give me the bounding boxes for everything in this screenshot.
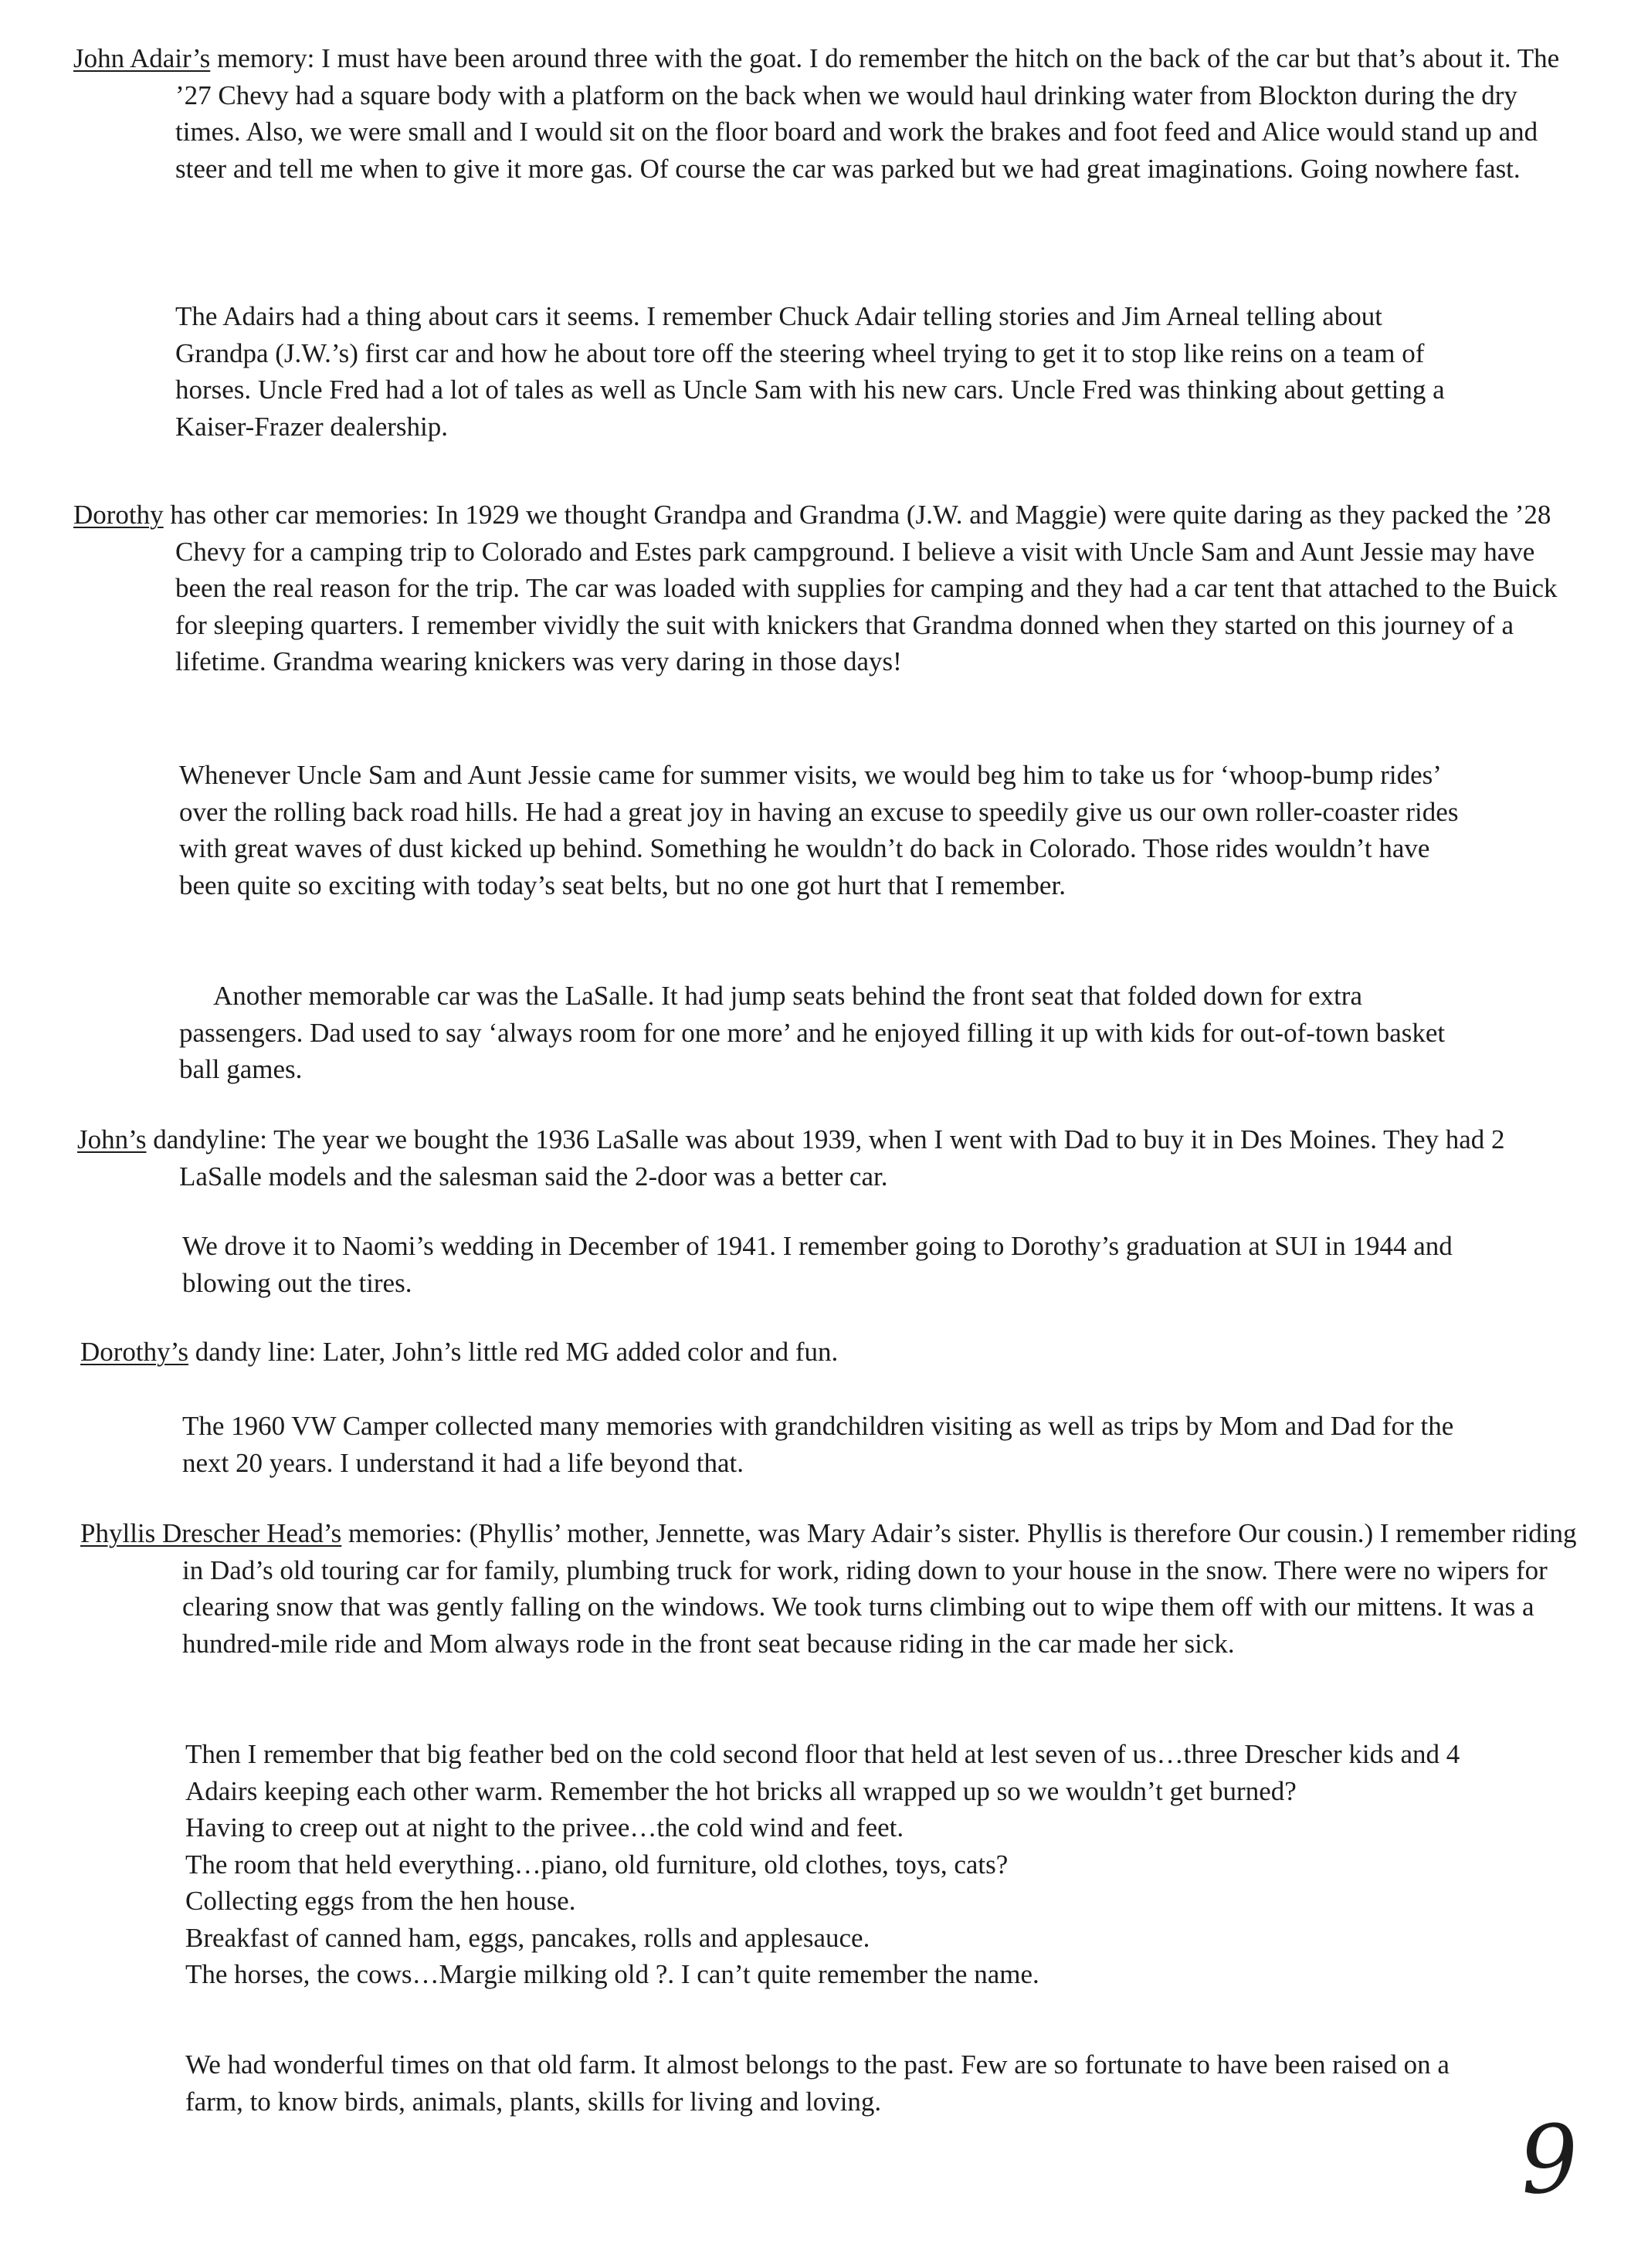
naomi-wedding-paragraph (182, 1228, 1480, 1301)
vw-camper-paragraph (182, 1408, 1480, 1481)
paragraph-text: Then I remember that big feather bed on the cold second floor that held at lest seven of us…three Drescher kids and 4 Adairs keeping each other warm. Remember the hot bricks all wrapped up so we wouldn’t get burned? Having to creep out at night to the privee…the cold wind and feet. The room that held everything…piano, old furniture, old clothes, toys, cats? Collecting eggs from the hen house. Breakfast of canned ham, eggs, pancakes, rolls and applesauce. The horses, the cows…Margie milking old ?. I can’t quite remember the name. (185, 1739, 1460, 1989)
speaker-name: Dorothy (73, 500, 164, 530)
paragraph-text: The Adairs had a thing about cars it seems. I remember Chuck Adair telling stories and Jim Arneal telling about Grandpa (J.W.’s) first car and how he about tore off the steering wheel trying to get it to stop like reins on a team of horses. Uncle Fred had a lot of tales as well as Uncle Sam with his new cars. Uncle Fred was thinking about getting a Kaiser-Frazer dealership. (175, 301, 1445, 442)
speaker-name: Phyllis Drescher Head’s (80, 1518, 342, 1548)
paragraph-text: We drove it to Naomi’s wedding in December of 1941. I remember going to Dorothy’s graduation at SUI in 1944 and blowing out the tires. (182, 1231, 1453, 1298)
page-number: 9 (1516, 2104, 1583, 2216)
dorothy-dandyline-paragraph (80, 1334, 1478, 1371)
john-dandyline-paragraph (77, 1121, 1577, 1195)
dorothy-car-memories-paragraph (73, 497, 1573, 680)
speaker-name: John Adair’s (73, 43, 211, 73)
lasalle-paragraph (179, 978, 1477, 1088)
paragraph-text: memories: (Phyllis’ mother, Jennette, was Mary Adair’s sister. Phyllis is therefore Our cousin.) I remember riding in Dad’s old touring car for family, plumbing truck for work, riding down to your house in the snow. There were no wipers for clearing snow that was gently falling on the windows. We took turns climbing out to wipe them off with our mittens. It was a hundred-mile ride and Mom always rode in the front seat because riding in the car made her sick. (182, 1518, 1577, 1659)
speaker-name: Dorothy’s (80, 1337, 188, 1367)
speaker-name: John’s (77, 1124, 147, 1154)
phyllis-memories-paragraph (80, 1515, 1580, 1662)
paragraph-text: The 1960 VW Camper collected many memories with grandchildren visiting as well as trips by Mom and Dad for the next 20 years. I understand it had a life beyond that. (182, 1411, 1454, 1478)
paragraph-text: dandy line: Later, John’s little red MG added color and fun. (188, 1337, 839, 1367)
paragraph-text: dandyline: The year we bought the 1936 LaSalle was about 1939, when I went with Dad to buy it in Des Moines. They had 2 LaSalle models and the salesman said the 2-door was a better car. (146, 1124, 1505, 1192)
whoop-bump-rides-paragraph (179, 757, 1477, 903)
john-adair-memory-paragraph (73, 40, 1573, 187)
paragraph-text: memory: I must have been around three with the goat. I do remember the hitch on the back of the car but that’s about it. The ’27 Chevy had a square body with a platform on the back when we would haul drinking water from Blockton during the dry times. Also, we were small and I would sit on the floor board and work the brakes and foot feed and Alice would stand up and steer and tell me when to give it more gas. Of course the car was parked but we had great imaginations. Going nowhere fast. (175, 43, 1560, 184)
adairs-cars-paragraph (175, 298, 1473, 445)
wonderful-times-paragraph (185, 2046, 1483, 2120)
paragraph-text: has other car memories: In 1929 we thought Grandpa and Grandma (J.W. and Maggie) were quite daring as they packed the ’28 Chevy for a camping trip to Colorado and Estes park campground. I believe a visit with Uncle Sam and Aunt Jessie may have been the real reason for the trip. The car was loaded with supplies for camping and they had a car tent that attached to the Buick for sleeping quarters. I remember vividly the suit with knickers that Grandma donned when they started on this journey of a lifetime. Grandma wearing knickers was very daring in those days! (163, 500, 1558, 676)
paragraph-text: We had wonderful times on that old farm. It almost belongs to the past. Few are so fortunate to have been raised on a farm, to know birds, animals, plants, skills for living and loving. (185, 2049, 1450, 2117)
feather-bed-paragraph (185, 1736, 1483, 1993)
paragraph-text: Another memorable car was the LaSalle. It had jump seats behind the front seat that folded down for extra passengers. Dad used to say ‘always room for one more’ and he enjoyed filling it up with kids for out-of-town basket ball games. (179, 981, 1446, 1084)
paragraph-text: Whenever Uncle Sam and Aunt Jessie came for summer visits, we would beg him to take us for ‘whoop-bump rides’ over the rolling back road hills. He had a great joy in having an excuse to speedily give us our own roller-coaster rides with great waves of dust kicked up behind. Something he wouldn’t do back in Colorado. Those rides wouldn’t have been quite so exciting with today’s seat belts, but no one got hurt that I remember. (179, 760, 1459, 900)
